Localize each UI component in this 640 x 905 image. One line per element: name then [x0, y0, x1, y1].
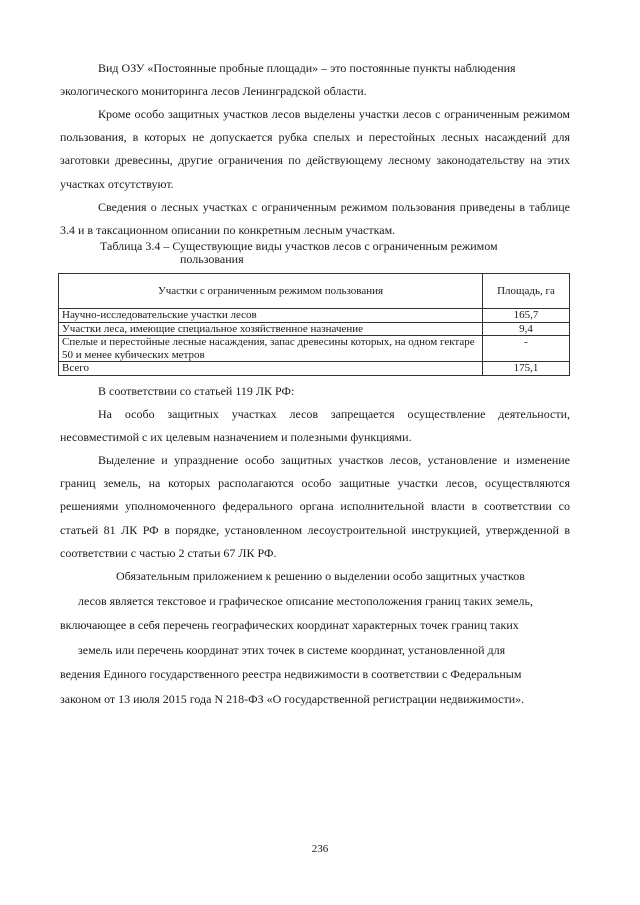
paragraph-appendix-line-5: ведения Единого государственного реестра недвижимости в соответствии с Федеральным [60, 667, 522, 681]
paragraph-appendix-line-6: законом от 13 июля 2015 года N 218-ФЗ «О государственной регистрации недвижимости». [60, 691, 525, 706]
paragraph-boundaries-text: Выделение и упразднение особо защитных участков лесов, установление и изменение границ земель, на которых располагаются особо защитные участки лесов, осуществляются решениями уполномоченного федерального органа исполнительной власти в соответствии со статьей 81 ЛК РФ в порядке, установленном лесоустроительной инструкцией, утвержденной в соответствии с частью 2 статьи 67 ЛК РФ. [60, 453, 570, 560]
page-number: 236 [311, 843, 329, 855]
paragraph-appendix-line-4: земель или перечень координат этих точек в системе координат, установленной для [78, 642, 506, 657]
table-header-area: Площадь, га [483, 274, 570, 309]
table-caption-line-2: пользования [180, 252, 244, 266]
table-row [59, 322, 570, 336]
paragraph-prohibition-text: На особо защитных участках лесов запрещается осуществление деятельности, несовместимой с их целевым назначением и полезными функциями. [60, 407, 570, 445]
paragraph-ozu [60, 57, 570, 103]
paragraph-table-reference [60, 196, 570, 242]
table-row [59, 336, 570, 362]
table-cell-area: 165,7 [483, 309, 570, 323]
paragraph-article-119-text: В соответствии со статьей 119 ЛК РФ: [98, 384, 295, 398]
paragraph-appendix-line-2: лесов является текстовое и графическое описание местоположения границ таких земель, [78, 593, 533, 608]
table-header-row [59, 274, 570, 309]
table-cell-name: Спелые и перестойные лесные насаждения, запас древесины которых, на одном гектаре 50 и менее кубических метров [59, 336, 483, 362]
paragraph-article-119 [60, 380, 570, 403]
paragraph-prohibition [60, 403, 570, 449]
paragraph-appendix-line-1: Обязательным приложением к решению о выделении особо защитных участков [116, 569, 525, 583]
table-caption-line-1: Таблица 3.4 – Существующие виды участков лесов с ограниченным режимом [100, 239, 498, 253]
table-cell-name: Участки леса, имеющие специальное хозяйственное назначение [59, 322, 483, 336]
paragraph-boundaries [60, 449, 570, 565]
paragraph-table-reference-text: Сведения о лесных участках с ограниченным режимом пользования приведены в таблице 3.4 и в таксационном описании по конкретным лесным участкам. [60, 200, 570, 238]
table-cell-area: 9,4 [483, 322, 570, 336]
paragraph-appendix [60, 564, 570, 711]
table-cell-area: - [483, 336, 570, 362]
paragraph-restricted-areas-text: Кроме особо защитных участков лесов выделены участки лесов с ограниченным режимом пользования, в которых не допускается рубка спелых и перестойных лесных насаждений для заготовки древесины, другие ограничения по действующему лесному законодательству на этих участках отсутствуют. [60, 107, 570, 191]
restricted-areas-table [58, 273, 570, 376]
paragraph-ozu-line-1: Вид ОЗУ «Постоянные пробные площади» – это постоянные пункты наблюдения [98, 61, 516, 75]
table-total-row [59, 362, 570, 376]
table-caption [60, 240, 570, 266]
table-cell-name: Всего [59, 362, 483, 376]
paragraph-appendix-line-3: включающее в себя перечень географических координат характерных точек границ таких [60, 618, 519, 632]
paragraph-restricted-areas [60, 103, 570, 196]
table-row [59, 309, 570, 323]
table-cell-area: 175,1 [483, 362, 570, 376]
paragraph-ozu-line-2: экологического мониторинга лесов Ленинградской области. [60, 84, 367, 99]
table-cell-name: Научно-исследовательские участки лесов [59, 309, 483, 323]
table-header-category: Участки с ограниченным режимом пользования [59, 274, 483, 309]
